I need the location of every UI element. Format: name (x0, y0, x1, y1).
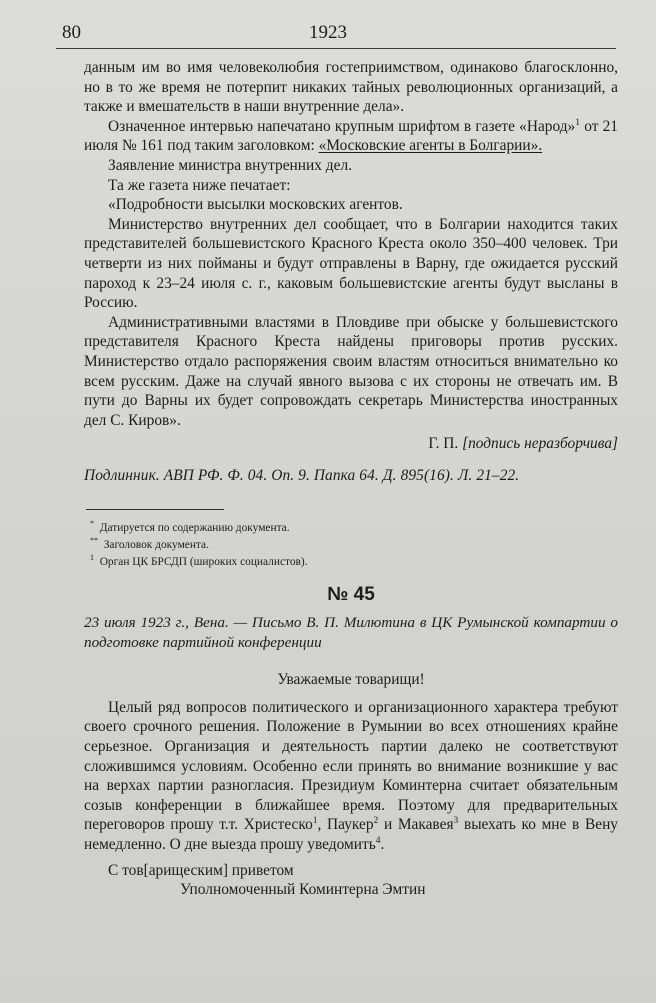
footnote-ref: 2 (373, 816, 379, 827)
letter-greeting: Уважаемые товарищи! (277, 671, 425, 689)
newspaper-headline: «Московские агенты в Болгарии». (318, 137, 543, 155)
page-content (84, 58, 618, 900)
paragraph: Та же газета ниже печатает: (108, 176, 291, 194)
paragraph: «Подробности высылки московских агентов. (108, 196, 403, 214)
signature-initials: Г. П. (428, 435, 463, 453)
footnote-ref: 4 (375, 835, 381, 846)
paragraph: Министерство внутренних дел сообщает, что в Болгарии находится таких представителей большевистского Красного Креста около 350–400 человек. Три четверти из них пойманы и будут отправлены в Варну, где ожидается русский пароход к 23–24 июля с. г., каковым большевистские агенты будут высланы в Россию. (84, 215, 618, 312)
running-head-year: 1923 (309, 22, 347, 43)
footnote-text: Заголовок документа. (103, 539, 209, 552)
footnote-ref: 1 (312, 816, 318, 827)
header-rule (56, 48, 616, 49)
text-run: Целый ряд вопросов политического и организационного характера требуют своего срочного решения. Положение в Румынии во всех отношениях крайне серьезное. Организация и деятельность партии далеко не соответствуют сложившимся условиям. Особенно если принять во внимание возникшие у вас на верхах партии разногласия. Президиум Коминтерна считает обязательным созыв конференции в ближайшее время. Поэтому для предварительных переговоров прошу т.т. Христеско (84, 698, 618, 834)
footnote-ref: 3 (453, 816, 459, 827)
text-run: и Макавея (378, 816, 454, 834)
page-header (0, 10, 656, 44)
archive-source: Подлинник. АВП РФ. Ф. 04. Оп. 9. Папка 64. Д. 895(16). Л. 21–22. (84, 466, 520, 484)
document-number: № 45 (327, 584, 375, 606)
paragraph: Заявление министра внутренних дел. (108, 156, 352, 174)
document-title: 23 июля 1923 г., Вена. — Письмо В. П. Милютина в ЦК Румынской компартии о подготовке партийной конференции (84, 614, 618, 651)
signature-line (84, 434, 618, 454)
footnote-text: Датируется по содержанию документа. (99, 522, 290, 535)
footnote-ref: 1 (575, 117, 581, 128)
footnote-rule (86, 509, 224, 510)
page-number: 80 (62, 22, 81, 43)
footnote (84, 554, 618, 571)
paragraph (84, 117, 618, 156)
footnote-mark: 1 (90, 553, 94, 563)
text-run: Означенное интервью напечатано крупным шрифтом в газете «Народ» (108, 117, 576, 135)
text-run: . (380, 836, 385, 853)
text-run: от 21 июля № 161 под таким заголовком: (84, 117, 619, 155)
footnote (84, 537, 618, 554)
text-run: , Паукер (317, 816, 374, 834)
text-run: выехать ко мне в Вену немедленно. О дне выезда прошу уведомить (84, 816, 618, 853)
letter-body (84, 698, 618, 855)
footnote-text: Орган ЦК БРСДП (широких социалистов). (99, 556, 308, 569)
letter-signature: Уполномоченный Коминтерна Эмтин (180, 881, 426, 899)
footnote (84, 520, 618, 537)
footnote-mark: ** (90, 536, 98, 546)
paragraph: Административными властями в Пловдиве при обыске у большевистского представителя Красного Креста найдены приговоры против русских. Министерство отдало распоряжения своим властям относиться внимательно ко всем русским. Даже на случай явного вызова с их стороны не отвечать им. В пути до Варны их будет сопровождать секретарь Министерства иностранных дел С. Киров». (84, 313, 618, 429)
paragraph: данным им во имя человеколюбия гостеприимством, одинаково благосклонно, но в то же время не потерпит никаких тайных революционных организаций, а также и вмешательств в наши внутренние дела». (84, 59, 618, 116)
footnote-mark: * (90, 519, 94, 529)
signature-note: [подпись неразборчива] (462, 435, 618, 453)
letter-closing: С тов[арищеским] приветом (108, 861, 294, 879)
